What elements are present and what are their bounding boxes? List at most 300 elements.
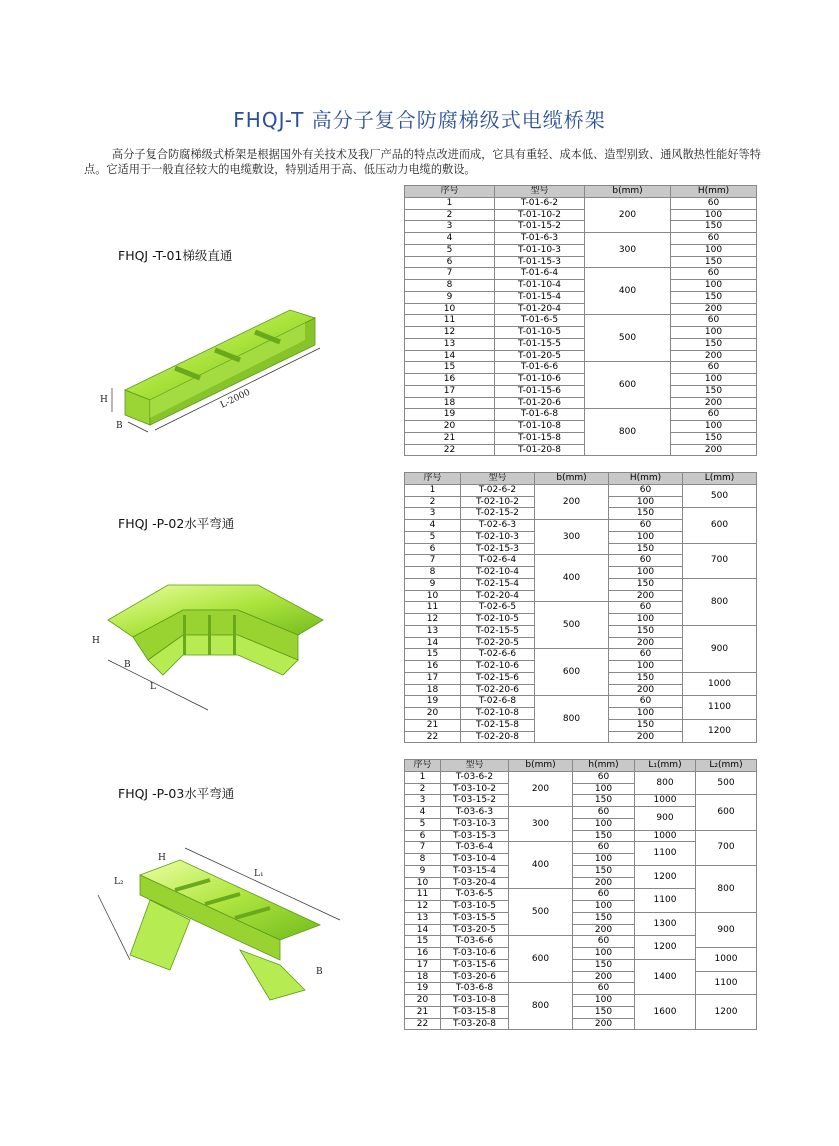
table-cell: 8: [405, 854, 441, 866]
table-cell: 100: [573, 948, 635, 960]
table-cell: T-03-20-6: [441, 971, 509, 983]
table-cell: 600: [585, 362, 671, 409]
table-cell: 16: [405, 374, 495, 386]
table-cell: 21: [405, 719, 461, 731]
table-cell: 60: [671, 197, 757, 209]
table-cell: T-02-20-8: [461, 731, 535, 743]
table-cell: 200: [609, 731, 683, 743]
table-cell: T-02-10-2: [461, 496, 535, 508]
table-cell: T-01-20-4: [495, 303, 585, 315]
table-row: [405, 771, 757, 783]
table-cell: 3: [405, 508, 461, 520]
table-cell: 11: [405, 889, 441, 901]
table-cell: 4: [405, 807, 441, 819]
table-cell: 60: [671, 409, 757, 421]
table-cell: 300: [585, 233, 671, 268]
table-row: [405, 256, 757, 268]
section-label-horizontal-tee: FHQJ -P-03水平弯通: [118, 786, 235, 801]
table-cell: 18: [405, 397, 495, 409]
table-cell: 7: [405, 555, 461, 567]
column-header: L(mm): [683, 473, 757, 485]
table-cell: T-01-15-3: [495, 256, 585, 268]
table-cell: 800: [535, 696, 609, 743]
table-cell: 100: [671, 327, 757, 339]
table-cell: 60: [609, 484, 683, 496]
table-cell: 1: [405, 771, 441, 783]
table-cell: 150: [671, 338, 757, 350]
table-row: [405, 233, 757, 245]
column-header: L₂(mm): [696, 760, 757, 772]
table-row: [405, 374, 757, 386]
column-header: L₁(mm): [635, 760, 696, 772]
table-cell: 800: [683, 578, 757, 625]
table-cell: 200: [609, 590, 683, 602]
horizontal-bend-figure: [88, 565, 388, 720]
table-cell: 150: [609, 672, 683, 684]
table-row: [405, 421, 757, 433]
section-label-straight: FHQJ -T-01梯级直通: [118, 248, 233, 263]
table-cell: T-02-6-8: [461, 696, 535, 708]
table-cell: 9: [405, 291, 495, 303]
table-cell: 300: [509, 807, 573, 842]
table-cell: 15: [405, 362, 495, 374]
table-cell: 1000: [683, 672, 757, 696]
table-cell: T-01-10-6: [495, 374, 585, 386]
table-cell: T-02-20-6: [461, 684, 535, 696]
tray-body: [125, 310, 315, 425]
table-cell: 150: [609, 543, 683, 555]
spec-table-horizontal-bend: [404, 472, 757, 743]
column-header: H(mm): [609, 473, 683, 485]
table-cell: T-03-10-2: [441, 783, 509, 795]
table-header-row: [405, 760, 757, 772]
table-cell: 150: [573, 830, 635, 842]
table-cell: 13: [405, 338, 495, 350]
table-cell: 14: [405, 924, 441, 936]
table-cell: T-03-15-5: [441, 912, 509, 924]
table-cell: 900: [696, 912, 757, 947]
table-header-row: [405, 186, 757, 198]
table-cell: T-03-6-6: [441, 936, 509, 948]
table-cell: T-01-15-8: [495, 432, 585, 444]
table-cell: 2: [405, 209, 495, 221]
table-cell: T-03-15-6: [441, 959, 509, 971]
table-row: [405, 865, 757, 877]
table-cell: 500: [585, 315, 671, 362]
table-cell: 16: [405, 661, 461, 673]
table-cell: 4: [405, 233, 495, 245]
table-cell: 19: [405, 696, 461, 708]
table-cell: 200: [609, 637, 683, 649]
section-label-horizontal-bend: FHQJ -P-02水平弯通: [118, 516, 235, 531]
table-row: [405, 912, 757, 924]
table-cell: T-03-6-5: [441, 889, 509, 901]
table-cell: 800: [585, 409, 671, 456]
table-cell: 10: [405, 303, 495, 315]
table-cell: 100: [573, 901, 635, 913]
table-cell: 60: [609, 555, 683, 567]
table-row: [405, 484, 757, 496]
table-cell: T-03-10-6: [441, 948, 509, 960]
table-row: [405, 280, 757, 292]
column-header: 序号: [405, 760, 441, 772]
table-cell: 100: [609, 567, 683, 579]
table-cell: 1000: [635, 795, 696, 807]
column-header: 型号: [441, 760, 509, 772]
table-cell: 500: [683, 484, 757, 508]
table-row: [405, 221, 757, 233]
table-cell: 6: [405, 543, 461, 555]
column-header: 型号: [461, 473, 535, 485]
table-cell: 14: [405, 350, 495, 362]
table-row: [405, 209, 757, 221]
table-cell: 100: [671, 374, 757, 386]
table-cell: T-01-6-3: [495, 233, 585, 245]
table-cell: T-03-15-2: [441, 795, 509, 807]
table-cell: 600: [683, 508, 757, 543]
column-header: h(mm): [573, 760, 635, 772]
table-cell: 10: [405, 590, 461, 602]
table-cell: 1100: [683, 696, 757, 720]
table-cell: 100: [573, 783, 635, 795]
table-cell: T-01-10-4: [495, 280, 585, 292]
table-row: [405, 397, 757, 409]
table-cell: T-02-10-6: [461, 661, 535, 673]
table-cell: T-01-10-8: [495, 421, 585, 433]
table-cell: 2: [405, 496, 461, 508]
table-cell: 200: [573, 924, 635, 936]
table-cell: 60: [671, 268, 757, 280]
table-cell: T-01-15-6: [495, 385, 585, 397]
table-cell: T-03-20-4: [441, 877, 509, 889]
table-cell: 60: [573, 807, 635, 819]
table-cell: T-02-15-3: [461, 543, 535, 555]
table-cell: T-01-6-6: [495, 362, 585, 374]
table-cell: 150: [671, 221, 757, 233]
table-cell: 22: [405, 1018, 441, 1030]
intro-paragraph: 高分子复合防腐梯级式桥架是根据国外有关技术及我厂产品的特点改进而成，它具有重轻、成本低、造型别致、通风散热性能好等特点。它适用于一般直径较大的电缆敷设，特别适用于高、低压动力电缆的敷设。: [84, 148, 761, 176]
table-cell: 20: [405, 421, 495, 433]
table-cell: 600: [509, 936, 573, 983]
table-cell: 500: [535, 602, 609, 649]
table-cell: T-01-15-5: [495, 338, 585, 350]
table-cell: 900: [683, 625, 757, 672]
l2-dimension-line: [98, 895, 130, 960]
table-cell: 60: [609, 520, 683, 532]
table-cell: 700: [696, 830, 757, 865]
table-row: [405, 444, 757, 456]
table-cell: 100: [609, 531, 683, 543]
table-cell: 3: [405, 221, 495, 233]
table-cell: 150: [609, 719, 683, 731]
table-cell: 100: [609, 496, 683, 508]
table-cell: 400: [585, 268, 671, 315]
table-cell: T-02-10-5: [461, 614, 535, 626]
table-cell: 1: [405, 484, 461, 496]
table-cell: T-02-6-2: [461, 484, 535, 496]
table-cell: T-03-15-3: [441, 830, 509, 842]
table-cell: T-03-6-2: [441, 771, 509, 783]
table-cell: 20: [405, 708, 461, 720]
table-cell: T-01-6-4: [495, 268, 585, 280]
table-cell: 200: [573, 1018, 635, 1030]
table-row: [405, 696, 757, 708]
table-cell: 1200: [683, 719, 757, 743]
table-cell: 150: [573, 795, 635, 807]
table-cell: T-02-15-4: [461, 578, 535, 590]
spec-table-straight: [404, 185, 757, 456]
tray-body: [130, 860, 320, 1000]
table-row: [405, 362, 757, 374]
table-cell: 100: [573, 818, 635, 830]
table-cell: 150: [671, 385, 757, 397]
table-cell: 11: [405, 602, 461, 614]
table-row: [405, 291, 757, 303]
table-cell: 600: [535, 649, 609, 696]
table-cell: 6: [405, 830, 441, 842]
table-cell: 60: [671, 362, 757, 374]
tray-body: [108, 585, 323, 675]
table-cell: 11: [405, 315, 495, 327]
table-cell: 60: [609, 696, 683, 708]
table-cell: 2: [405, 783, 441, 795]
table-row: [405, 244, 757, 256]
table-cell: 4: [405, 520, 461, 532]
table-cell: T-01-15-2: [495, 221, 585, 233]
b-dimension-label: B: [124, 660, 131, 670]
table-cell: 60: [573, 889, 635, 901]
table-cell: 7: [405, 842, 441, 854]
table-cell: 19: [405, 983, 441, 995]
table-row: [405, 350, 757, 362]
table-cell: 8: [405, 280, 495, 292]
table-cell: T-03-20-8: [441, 1018, 509, 1030]
table-cell: T-01-10-5: [495, 327, 585, 339]
table-cell: 1100: [635, 889, 696, 913]
table-cell: 18: [405, 684, 461, 696]
table-row: [405, 948, 757, 960]
table-cell: 100: [671, 421, 757, 433]
table-row: [405, 385, 757, 397]
table-cell: 150: [671, 291, 757, 303]
l2-dimension-label: L₂: [114, 877, 124, 887]
table-cell: 21: [405, 1006, 441, 1018]
table-cell: 100: [573, 995, 635, 1007]
table-cell: 60: [573, 983, 635, 995]
table-row: [405, 315, 757, 327]
table-cell: 15: [405, 936, 441, 948]
table-cell: T-03-6-3: [441, 807, 509, 819]
table-cell: T-01-20-8: [495, 444, 585, 456]
table-cell: 60: [573, 936, 635, 948]
h-dimension-label: H: [100, 395, 108, 405]
table-cell: 200: [609, 684, 683, 696]
table-cell: 200: [671, 303, 757, 315]
table-cell: 17: [405, 959, 441, 971]
spec-table-horizontal-tee: [404, 759, 757, 1030]
table-cell: 16: [405, 948, 441, 960]
table-cell: T-03-10-5: [441, 901, 509, 913]
table-cell: T-02-20-4: [461, 590, 535, 602]
table-cell: 150: [573, 959, 635, 971]
table-cell: T-01-10-2: [495, 209, 585, 221]
table-cell: 9: [405, 865, 441, 877]
table-cell: 800: [635, 771, 696, 795]
table-cell: 900: [635, 807, 696, 831]
table-row: [405, 995, 757, 1007]
table-cell: T-03-15-8: [441, 1006, 509, 1018]
table-cell: 13: [405, 625, 461, 637]
column-header: 型号: [495, 186, 585, 198]
column-header: 序号: [405, 186, 495, 198]
table-row: [405, 830, 757, 842]
table-cell: 150: [609, 625, 683, 637]
table-cell: 1400: [635, 959, 696, 994]
table-cell: 18: [405, 971, 441, 983]
table-cell: 60: [609, 602, 683, 614]
table-cell: T-02-6-6: [461, 649, 535, 661]
table-cell: 600: [696, 795, 757, 830]
table-cell: T-03-20-5: [441, 924, 509, 936]
table-cell: 400: [509, 842, 573, 889]
table-cell: 100: [671, 280, 757, 292]
table-cell: 100: [671, 244, 757, 256]
table-row: [405, 327, 757, 339]
table-cell: T-02-10-3: [461, 531, 535, 543]
table-cell: T-03-15-4: [441, 865, 509, 877]
table-cell: 1600: [635, 995, 696, 1030]
table-cell: 700: [683, 543, 757, 578]
table-cell: 200: [671, 397, 757, 409]
table-cell: 150: [573, 912, 635, 924]
table-cell: 1200: [635, 936, 696, 960]
table-cell: 200: [671, 350, 757, 362]
h-dimension-label: H: [92, 636, 100, 646]
table-cell: 150: [609, 578, 683, 590]
horizontal-tee-figure: [90, 840, 360, 1015]
column-header: b(mm): [535, 473, 609, 485]
table-cell: 100: [609, 614, 683, 626]
table-cell: 1100: [696, 971, 757, 995]
table-cell: 3: [405, 795, 441, 807]
table-cell: T-01-10-3: [495, 244, 585, 256]
table-cell: 800: [509, 983, 573, 1030]
column-header: H(mm): [671, 186, 757, 198]
table-cell: 60: [671, 315, 757, 327]
table-cell: T-03-6-4: [441, 842, 509, 854]
table-cell: 100: [609, 661, 683, 673]
table-row: [405, 432, 757, 444]
table-cell: 150: [573, 1006, 635, 1018]
table-cell: 500: [696, 771, 757, 795]
table-cell: 150: [671, 432, 757, 444]
table-cell: 12: [405, 614, 461, 626]
table-cell: 6: [405, 256, 495, 268]
table-cell: 5: [405, 818, 441, 830]
table-cell: 7: [405, 268, 495, 280]
table-cell: 1: [405, 197, 495, 209]
table-cell: 200: [585, 197, 671, 232]
table-cell: 60: [573, 771, 635, 783]
table-cell: 100: [671, 209, 757, 221]
table-cell: 200: [573, 971, 635, 983]
table-cell: T-01-20-5: [495, 350, 585, 362]
table-cell: 5: [405, 531, 461, 543]
table-cell: 17: [405, 672, 461, 684]
table-cell: 12: [405, 327, 495, 339]
table-cell: 150: [573, 865, 635, 877]
table-row: [405, 795, 757, 807]
table-cell: 60: [573, 842, 635, 854]
table-cell: 5: [405, 244, 495, 256]
table-cell: T-01-6-8: [495, 409, 585, 421]
table-cell: T-03-10-3: [441, 818, 509, 830]
table-cell: T-03-6-8: [441, 983, 509, 995]
table-cell: 200: [509, 771, 573, 806]
page-title: FHQJ-T 高分子复合防腐梯级式电缆桥架: [233, 108, 606, 132]
table-cell: T-01-15-4: [495, 291, 585, 303]
table-cell: T-02-15-8: [461, 719, 535, 731]
table-cell: 1300: [635, 912, 696, 936]
table-cell: 22: [405, 731, 461, 743]
table-row: [405, 303, 757, 315]
table-cell: T-02-15-5: [461, 625, 535, 637]
table-cell: T-02-15-6: [461, 672, 535, 684]
table-cell: T-02-6-5: [461, 602, 535, 614]
b-dimension-label: B: [116, 421, 123, 431]
table-cell: T-02-6-3: [461, 520, 535, 532]
table-cell: T-01-6-5: [495, 315, 585, 327]
table-cell: 15: [405, 649, 461, 661]
table-cell: 1000: [635, 830, 696, 842]
table-cell: 8: [405, 567, 461, 579]
table-cell: 150: [609, 508, 683, 520]
table-cell: 10: [405, 877, 441, 889]
table-cell: 200: [573, 877, 635, 889]
table-cell: 22: [405, 444, 495, 456]
straight-tray-figure: [80, 290, 380, 460]
b-dimension-line: [128, 422, 148, 432]
table-cell: 19: [405, 409, 495, 421]
table-row: [405, 268, 757, 280]
table-cell: 100: [573, 854, 635, 866]
table-cell: 400: [535, 555, 609, 602]
table-cell: 1200: [696, 995, 757, 1030]
table-cell: 60: [609, 649, 683, 661]
table-cell: 200: [671, 444, 757, 456]
table-cell: 500: [509, 889, 573, 936]
table-row: [405, 409, 757, 421]
table-cell: 21: [405, 432, 495, 444]
table-cell: 300: [535, 520, 609, 555]
table-cell: T-03-10-4: [441, 854, 509, 866]
l-dimension-label: L-2000: [218, 387, 253, 411]
table-cell: 17: [405, 385, 495, 397]
table-cell: T-02-10-8: [461, 708, 535, 720]
table-cell: 100: [609, 708, 683, 720]
table-cell: 1100: [635, 842, 696, 866]
table-cell: 20: [405, 995, 441, 1007]
table-cell: 60: [671, 233, 757, 245]
table-cell: 1200: [635, 865, 696, 889]
table-cell: T-02-10-4: [461, 567, 535, 579]
table-cell: T-02-20-5: [461, 637, 535, 649]
h-dimension-label: H: [158, 853, 166, 863]
l-dimension-label: L: [150, 682, 156, 692]
table-cell: T-01-20-6: [495, 397, 585, 409]
table-row: [405, 197, 757, 209]
table-cell: T-01-6-2: [495, 197, 585, 209]
